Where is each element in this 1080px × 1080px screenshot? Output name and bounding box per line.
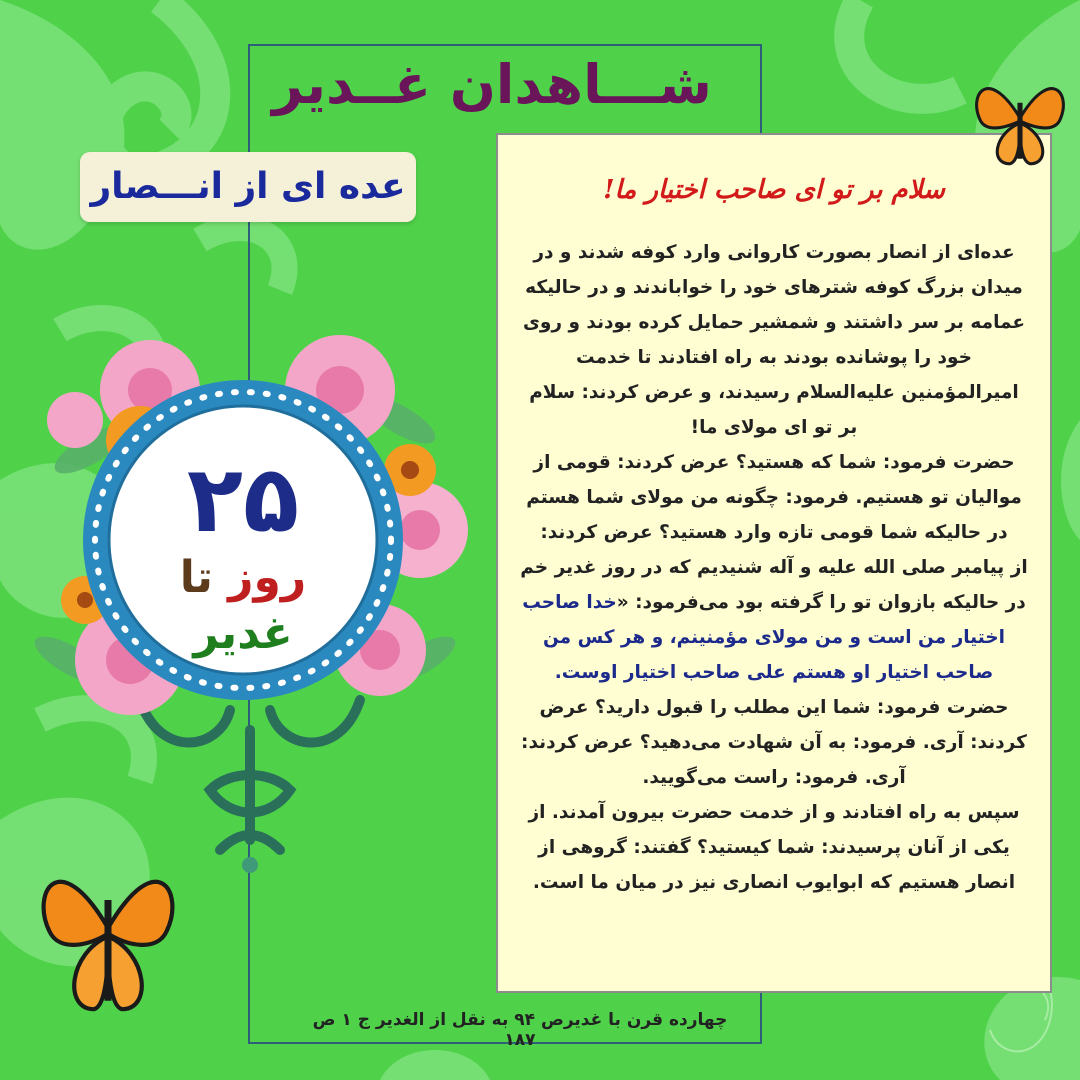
to-word: تا	[179, 552, 213, 603]
paragraph-intro: عده‌ای از انصار بصورت کاروانی وارد کوفه شدند و در میدان بزرگ کوفه شترهای خود را خواباندند و در حالیکه عمامه بر سر داشتند و شمشیر حمایل کرده بودند و روی خود را پوشانده بودند به راه افتادند تا خدمت امیرالمؤمنین علیه‌السلام رسیدند، و عرض کردند: سلام بر تو ای مولای ما!	[522, 242, 1026, 438]
paragraph-ending: سپس به راه افتادند و از خدمت حضرت بیرون آمدند. از یکی از آنان پرسیدند: شما کیستید؟ گفتند: گروهی از انصار هستیم که ابوایوب انصاری نیز در میان ما است.	[528, 802, 1020, 893]
quote-highlight: خدا صاحب اختیار من است و من مولای مؤمنینم، و هر کس من صاحب اختیار او هستم علی صاحب اختیار اوست.	[522, 592, 1005, 683]
text-panel	[496, 133, 1052, 993]
poster-subtitle: عده ای از انـــصار	[90, 166, 406, 207]
source-citation: چهارده قرن با غدیرص ۹۴ به نقل از الغدیر ج ۱ ص ۱۸۷	[312, 1010, 728, 1050]
event-word: غدیر	[193, 608, 293, 659]
paragraph-dialogue: حضرت فرمود: شما که هستید؟ عرض کردند: قومی از موالیان تو هستیم. فرمود: چگونه من مولای شما هستم در حالیکه شما قومی تازه وارد هستید؟ عرض کردند:	[526, 452, 1022, 543]
subtitle-box	[80, 152, 416, 222]
countdown-label	[130, 446, 356, 662]
paragraph-quote	[518, 550, 1030, 690]
quote-intro: از پیامبر صلی الله علیه و آله شنیدیم که در روز غدیر خم در حالیکه بازوان تو را گرفته بود می‌فرمود: «	[520, 557, 1028, 613]
butterfly-icon	[968, 62, 1072, 174]
days-word: روز	[228, 552, 307, 603]
paragraph-confirmation: حضرت فرمود: شما این مطلب را قبول دارید؟ عرض کردند: آری. فرمود: به آن شهادت می‌دهید؟ عرض کردند: آری. فرمود: راست می‌گویید.	[521, 697, 1027, 788]
countdown-number: ۲۵	[186, 446, 300, 553]
panel-heading: سلام بر تو ای صاحب اختیار ما!	[603, 175, 945, 205]
poster-title: شـــاهدان غــدیر	[272, 53, 712, 116]
panel-body	[518, 235, 1030, 900]
countdown-text	[130, 550, 356, 662]
butterfly-icon	[38, 840, 178, 1030]
